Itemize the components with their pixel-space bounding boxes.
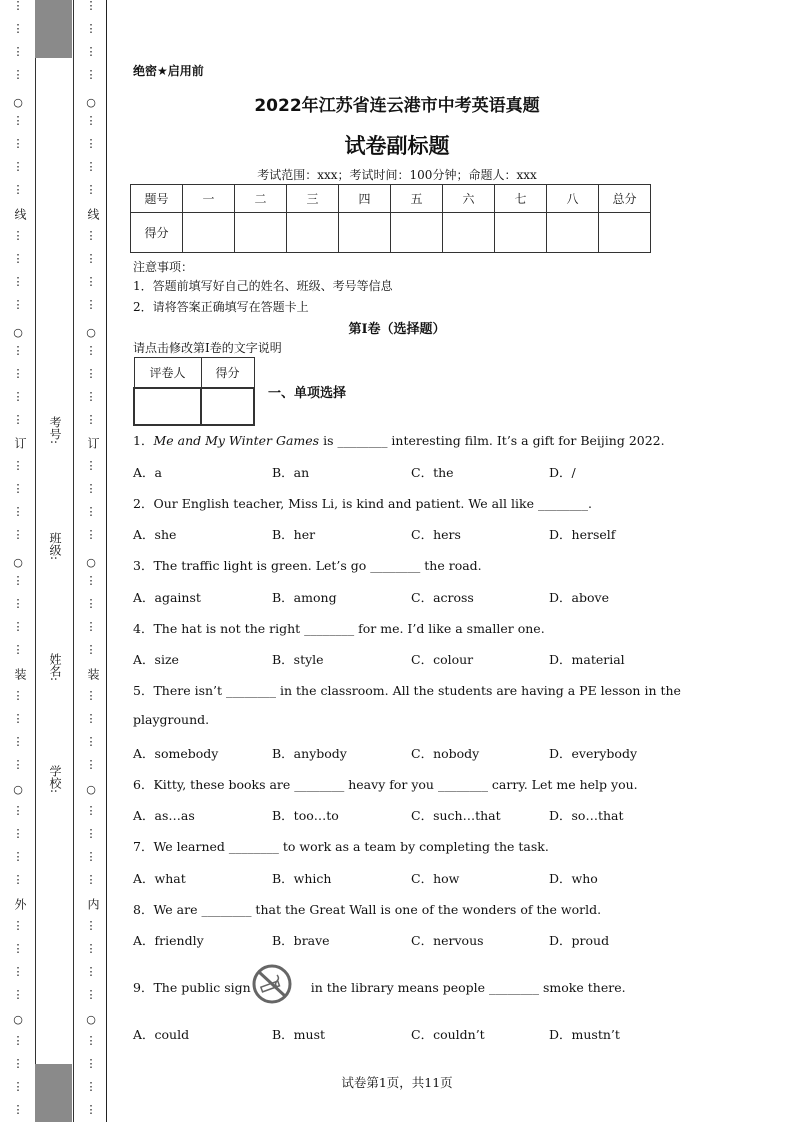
- score-cell[interactable]: [391, 213, 443, 253]
- dot-leader: ⋮: [85, 988, 97, 1001]
- score-table-header-cell: 五: [391, 185, 443, 213]
- dot-leader: ⋮: [85, 873, 97, 886]
- dot-leader: ⋮: [12, 505, 24, 518]
- notes-item-2: 2．请将答案正确填写在答题卡上: [133, 300, 309, 314]
- field-class: 班级:: [48, 532, 62, 561]
- score-table-header-cell: 六: [443, 185, 495, 213]
- dot-leader: ⋮: [12, 459, 24, 472]
- answer-option[interactable]: C．couldn’t: [411, 1027, 485, 1042]
- binding-circle: ○: [86, 783, 96, 796]
- question-number: 1．: [133, 433, 154, 448]
- score-table: [130, 184, 651, 253]
- answer-option[interactable]: A．as…as: [133, 808, 195, 823]
- answer-option[interactable]: B．style: [272, 652, 324, 667]
- page-footer: 试卷第1页，共11页: [341, 1075, 453, 1090]
- dot-leader: ⋮: [85, 1103, 97, 1116]
- question-text: There isn’t ________ in the classroom. All the students are having a PE lesson in the: [153, 683, 681, 698]
- dot-leader: ⋮: [85, 827, 97, 840]
- answer-option[interactable]: B．brave: [272, 933, 330, 948]
- section-description[interactable]: 请点击修改第I卷的文字说明: [133, 341, 282, 355]
- question-italic-title: Me and My Winter Games: [153, 433, 320, 448]
- dot-leader: ⋮: [12, 827, 24, 840]
- answer-option[interactable]: D．proud: [549, 933, 610, 948]
- dot-leader: ⋮: [12, 988, 24, 1001]
- binding-circle: ○: [86, 556, 96, 569]
- confidential-mark: 绝密★启用前: [133, 64, 204, 78]
- notes-title: 注意事项：: [133, 260, 194, 274]
- score-cell[interactable]: [443, 213, 495, 253]
- question-number: 8．: [133, 902, 154, 917]
- answer-option[interactable]: C．the: [411, 465, 454, 480]
- dot-leader: ⋮: [85, 367, 97, 380]
- grader-table: [133, 357, 255, 426]
- binding-circle: ○: [86, 1013, 96, 1026]
- dot-leader: ⋮: [12, 183, 24, 196]
- dot-leader: ⋮: [12, 919, 24, 932]
- question-number: 6．: [133, 777, 154, 792]
- score-cell[interactable]: [547, 213, 599, 253]
- exam-info: 考试范围：xxx；考试时间：100分钟；命题人：xxx: [257, 168, 537, 182]
- dot-leader: ⋮: [12, 965, 24, 978]
- dot-leader: ⋮: [85, 620, 97, 633]
- dot-leader: ⋮: [12, 528, 24, 541]
- dot-leader: ⋮: [85, 22, 97, 35]
- answer-option[interactable]: C．nervous: [411, 933, 484, 948]
- dot-leader: ⋮: [12, 114, 24, 127]
- dot-leader: ⋮: [85, 390, 97, 403]
- no-smoking-icon: [250, 963, 294, 1005]
- answer-option[interactable]: C．nobody: [411, 746, 480, 761]
- section-title: 第I卷（选择题）: [348, 322, 446, 337]
- question-4: [133, 619, 545, 637]
- question-text: We are ________ that the Great Wall is one of the wonders of the world.: [153, 902, 602, 917]
- dot-leader: ⋮: [12, 1080, 24, 1093]
- dot-leader: ⋮: [12, 298, 24, 311]
- dot-leader: ⋮: [85, 183, 97, 196]
- dot-leader: ⋮: [12, 45, 24, 58]
- answer-option[interactable]: B．among: [272, 590, 337, 605]
- dot-leader: ⋮: [12, 850, 24, 863]
- dot-leader: ⋮: [12, 22, 24, 35]
- outer-label-line: 线: [13, 208, 27, 220]
- notes-item-1: 1．答题前填写好自己的姓名、班级、考号等信息: [133, 279, 393, 293]
- dot-leader: ⋮: [12, 1034, 24, 1047]
- answer-option[interactable]: D．/: [549, 465, 576, 480]
- question-text: Kitty, these books are ________ heavy for you ________ carry. Let me help you.: [153, 777, 638, 792]
- page-subtitle: 试卷副标题: [344, 134, 450, 158]
- outer-label-order: 订: [13, 437, 27, 449]
- dot-leader: ⋮: [85, 574, 97, 587]
- answer-option[interactable]: C．how: [411, 871, 460, 886]
- answer-option[interactable]: B．too…to: [272, 808, 339, 823]
- question-7: [133, 837, 549, 855]
- answer-option[interactable]: D．so…that: [549, 808, 624, 823]
- dot-leader: ⋮: [12, 482, 24, 495]
- dot-leader: ⋮: [12, 712, 24, 725]
- dot-leader: ⋮: [12, 0, 24, 12]
- answer-option[interactable]: A．friendly: [133, 933, 204, 948]
- question-number: 2．: [133, 496, 154, 511]
- dot-leader: ⋮: [85, 252, 97, 265]
- dot-leader: ⋮: [85, 298, 97, 311]
- dot-leader: ⋮: [85, 0, 97, 12]
- score-table-header-cell: 一: [183, 185, 235, 213]
- answer-option[interactable]: B．anybody: [272, 746, 347, 761]
- dot-leader: ⋮: [12, 758, 24, 771]
- dot-leader: ⋮: [12, 643, 24, 656]
- dot-leader: ⋮: [85, 459, 97, 472]
- binding-circle: ○: [13, 783, 23, 796]
- score-cell[interactable]: [339, 213, 391, 253]
- question-6: [133, 775, 638, 793]
- dot-leader: ⋮: [12, 390, 24, 403]
- dot-leader: ⋮: [12, 275, 24, 288]
- dot-leader: ⋮: [12, 252, 24, 265]
- dot-leader: ⋮: [85, 804, 97, 817]
- score-cell[interactable]: [183, 213, 235, 253]
- question-text: Our English teacher, Miss Li, is kind and patient. We all like ________.: [153, 496, 592, 511]
- score-cell[interactable]: [287, 213, 339, 253]
- dot-leader: ⋮: [12, 367, 24, 380]
- dot-leader: ⋮: [85, 45, 97, 58]
- dot-leader: ⋮: [12, 597, 24, 610]
- binding-circle: ○: [13, 326, 23, 339]
- dot-leader: ⋮: [12, 413, 24, 426]
- dot-leader: ⋮: [85, 919, 97, 932]
- dot-leader: ⋮: [85, 712, 97, 725]
- answer-option[interactable]: B．must: [272, 1027, 326, 1042]
- inner-label-order: 订: [86, 437, 100, 449]
- answer-option[interactable]: A．what: [133, 871, 186, 886]
- question-text: is ________ interesting film. It’s a gift for Beijing 2022.: [319, 433, 665, 448]
- dot-leader: ⋮: [85, 160, 97, 173]
- question-text: The hat is not the right ________ for me. I’d like a smaller one.: [153, 621, 545, 636]
- dot-leader: ⋮: [85, 482, 97, 495]
- binding-circle: ○: [13, 96, 23, 109]
- answer-option[interactable]: A．could: [133, 1027, 190, 1042]
- dot-leader: ⋮: [85, 1057, 97, 1070]
- question-5: [133, 681, 681, 699]
- question-9: [133, 978, 626, 996]
- question-text: The traffic light is green. Let’s go ________ the road.: [153, 558, 482, 573]
- answer-option[interactable]: B．her: [272, 527, 316, 542]
- dot-leader: ⋮: [12, 1103, 24, 1116]
- answer-option[interactable]: C．across: [411, 590, 474, 605]
- dot-leader: ⋮: [85, 735, 97, 748]
- field-exam-number: 考号:: [48, 416, 62, 445]
- score-header: 得分: [201, 358, 254, 389]
- binding-circle: ○: [86, 326, 96, 339]
- dot-leader: ⋮: [12, 229, 24, 242]
- dot-leader: ⋮: [85, 1034, 97, 1047]
- question-text-continued: playground.: [133, 712, 210, 727]
- score-cell[interactable]: [201, 388, 254, 425]
- dot-leader: ⋮: [12, 942, 24, 955]
- score-table-header-cell: 题号: [131, 185, 183, 213]
- question-number: 9．: [133, 980, 154, 995]
- inner-label-inside: 内: [86, 898, 100, 910]
- answer-option[interactable]: A．she: [133, 527, 177, 542]
- score-table-header-cell: 总分: [599, 185, 651, 213]
- inner-label-line: 线: [86, 208, 100, 220]
- dot-leader: ⋮: [12, 574, 24, 587]
- answer-option[interactable]: B．which: [272, 871, 332, 886]
- score-cell[interactable]: [495, 213, 547, 253]
- binding-circle: ○: [13, 1013, 23, 1026]
- dot-leader: ⋮: [85, 275, 97, 288]
- binding-block-top: [35, 0, 72, 58]
- score-row-label: 得分: [131, 213, 183, 253]
- question-text-before: The public sign: [153, 980, 251, 995]
- answer-option[interactable]: D．material: [549, 652, 625, 667]
- answer-option[interactable]: D．who: [549, 871, 598, 886]
- dot-leader: ⋮: [85, 689, 97, 702]
- outer-label-outside: 外: [13, 898, 27, 910]
- dot-leader: ⋮: [12, 344, 24, 357]
- answer-option[interactable]: C．hers: [411, 527, 461, 542]
- score-cell[interactable]: [599, 213, 651, 253]
- dot-leader: ⋮: [85, 528, 97, 541]
- grader-header: 评卷人: [134, 358, 201, 389]
- dot-leader: ⋮: [12, 68, 24, 81]
- score-table-header-cell: 四: [339, 185, 391, 213]
- score-table-header-cell: 二: [235, 185, 287, 213]
- outer-label-bind: 装: [13, 668, 27, 680]
- dot-leader: ⋮: [85, 758, 97, 771]
- dot-leader: ⋮: [85, 413, 97, 426]
- score-table-header-cell: 三: [287, 185, 339, 213]
- answer-option[interactable]: A．size: [133, 652, 179, 667]
- question-2: [133, 494, 592, 512]
- dot-leader: ⋮: [85, 344, 97, 357]
- answer-option[interactable]: D．herself: [549, 527, 616, 542]
- inner-label-bind: 装: [86, 668, 100, 680]
- binding-circle: ○: [86, 96, 96, 109]
- dot-leader: ⋮: [12, 804, 24, 817]
- score-table-header-cell: 七: [495, 185, 547, 213]
- answer-option[interactable]: A．a: [133, 465, 162, 480]
- question-text-after: in the library means people ________ smoke there.: [310, 980, 626, 995]
- grader-cell[interactable]: [134, 388, 201, 425]
- dot-leader: ⋮: [85, 965, 97, 978]
- dot-leader: ⋮: [12, 689, 24, 702]
- dot-leader: ⋮: [85, 850, 97, 863]
- dot-leader: ⋮: [12, 160, 24, 173]
- dot-leader: ⋮: [12, 873, 24, 886]
- dot-leader: ⋮: [85, 137, 97, 150]
- part-title: 一、单项选择: [268, 386, 347, 401]
- question-text: We learned ________ to work as a team by completing the task.: [153, 839, 549, 854]
- score-table-header-cell: 八: [547, 185, 599, 213]
- answer-option[interactable]: D．everybody: [549, 746, 638, 761]
- dot-leader: ⋮: [85, 1080, 97, 1093]
- score-cell[interactable]: [235, 213, 287, 253]
- dot-leader: ⋮: [85, 68, 97, 81]
- page-title: 2022年江苏省连云港市中考英语真题: [254, 96, 540, 116]
- field-school: 学校:: [48, 765, 62, 794]
- dot-leader: ⋮: [12, 735, 24, 748]
- dot-leader: ⋮: [12, 620, 24, 633]
- dot-leader: ⋮: [12, 137, 24, 150]
- dot-leader: ⋮: [85, 643, 97, 656]
- answer-option[interactable]: C．colour: [411, 652, 474, 667]
- answer-option[interactable]: A．against: [133, 590, 201, 605]
- question-number: 4．: [133, 621, 154, 636]
- dot-leader: ⋮: [85, 229, 97, 242]
- dot-leader: ⋮: [85, 942, 97, 955]
- question-number: 5．: [133, 683, 154, 698]
- question-8: [133, 900, 601, 918]
- dot-leader: ⋮: [85, 505, 97, 518]
- answer-option[interactable]: D．above: [549, 590, 609, 605]
- question-1: [133, 431, 665, 449]
- answer-option[interactable]: A．somebody: [133, 746, 219, 761]
- field-name: 姓名:: [48, 653, 62, 682]
- dot-leader: ⋮: [85, 114, 97, 127]
- dot-leader: ⋮: [85, 597, 97, 610]
- question-number: 3．: [133, 558, 154, 573]
- dot-leader: ⋮: [12, 1057, 24, 1070]
- answer-option[interactable]: C．such…that: [411, 808, 501, 823]
- question-number: 7．: [133, 839, 154, 854]
- answer-option[interactable]: B．an: [272, 465, 310, 480]
- question-3: [133, 556, 482, 574]
- answer-option[interactable]: D．mustn’t: [549, 1027, 620, 1042]
- binding-circle: ○: [13, 556, 23, 569]
